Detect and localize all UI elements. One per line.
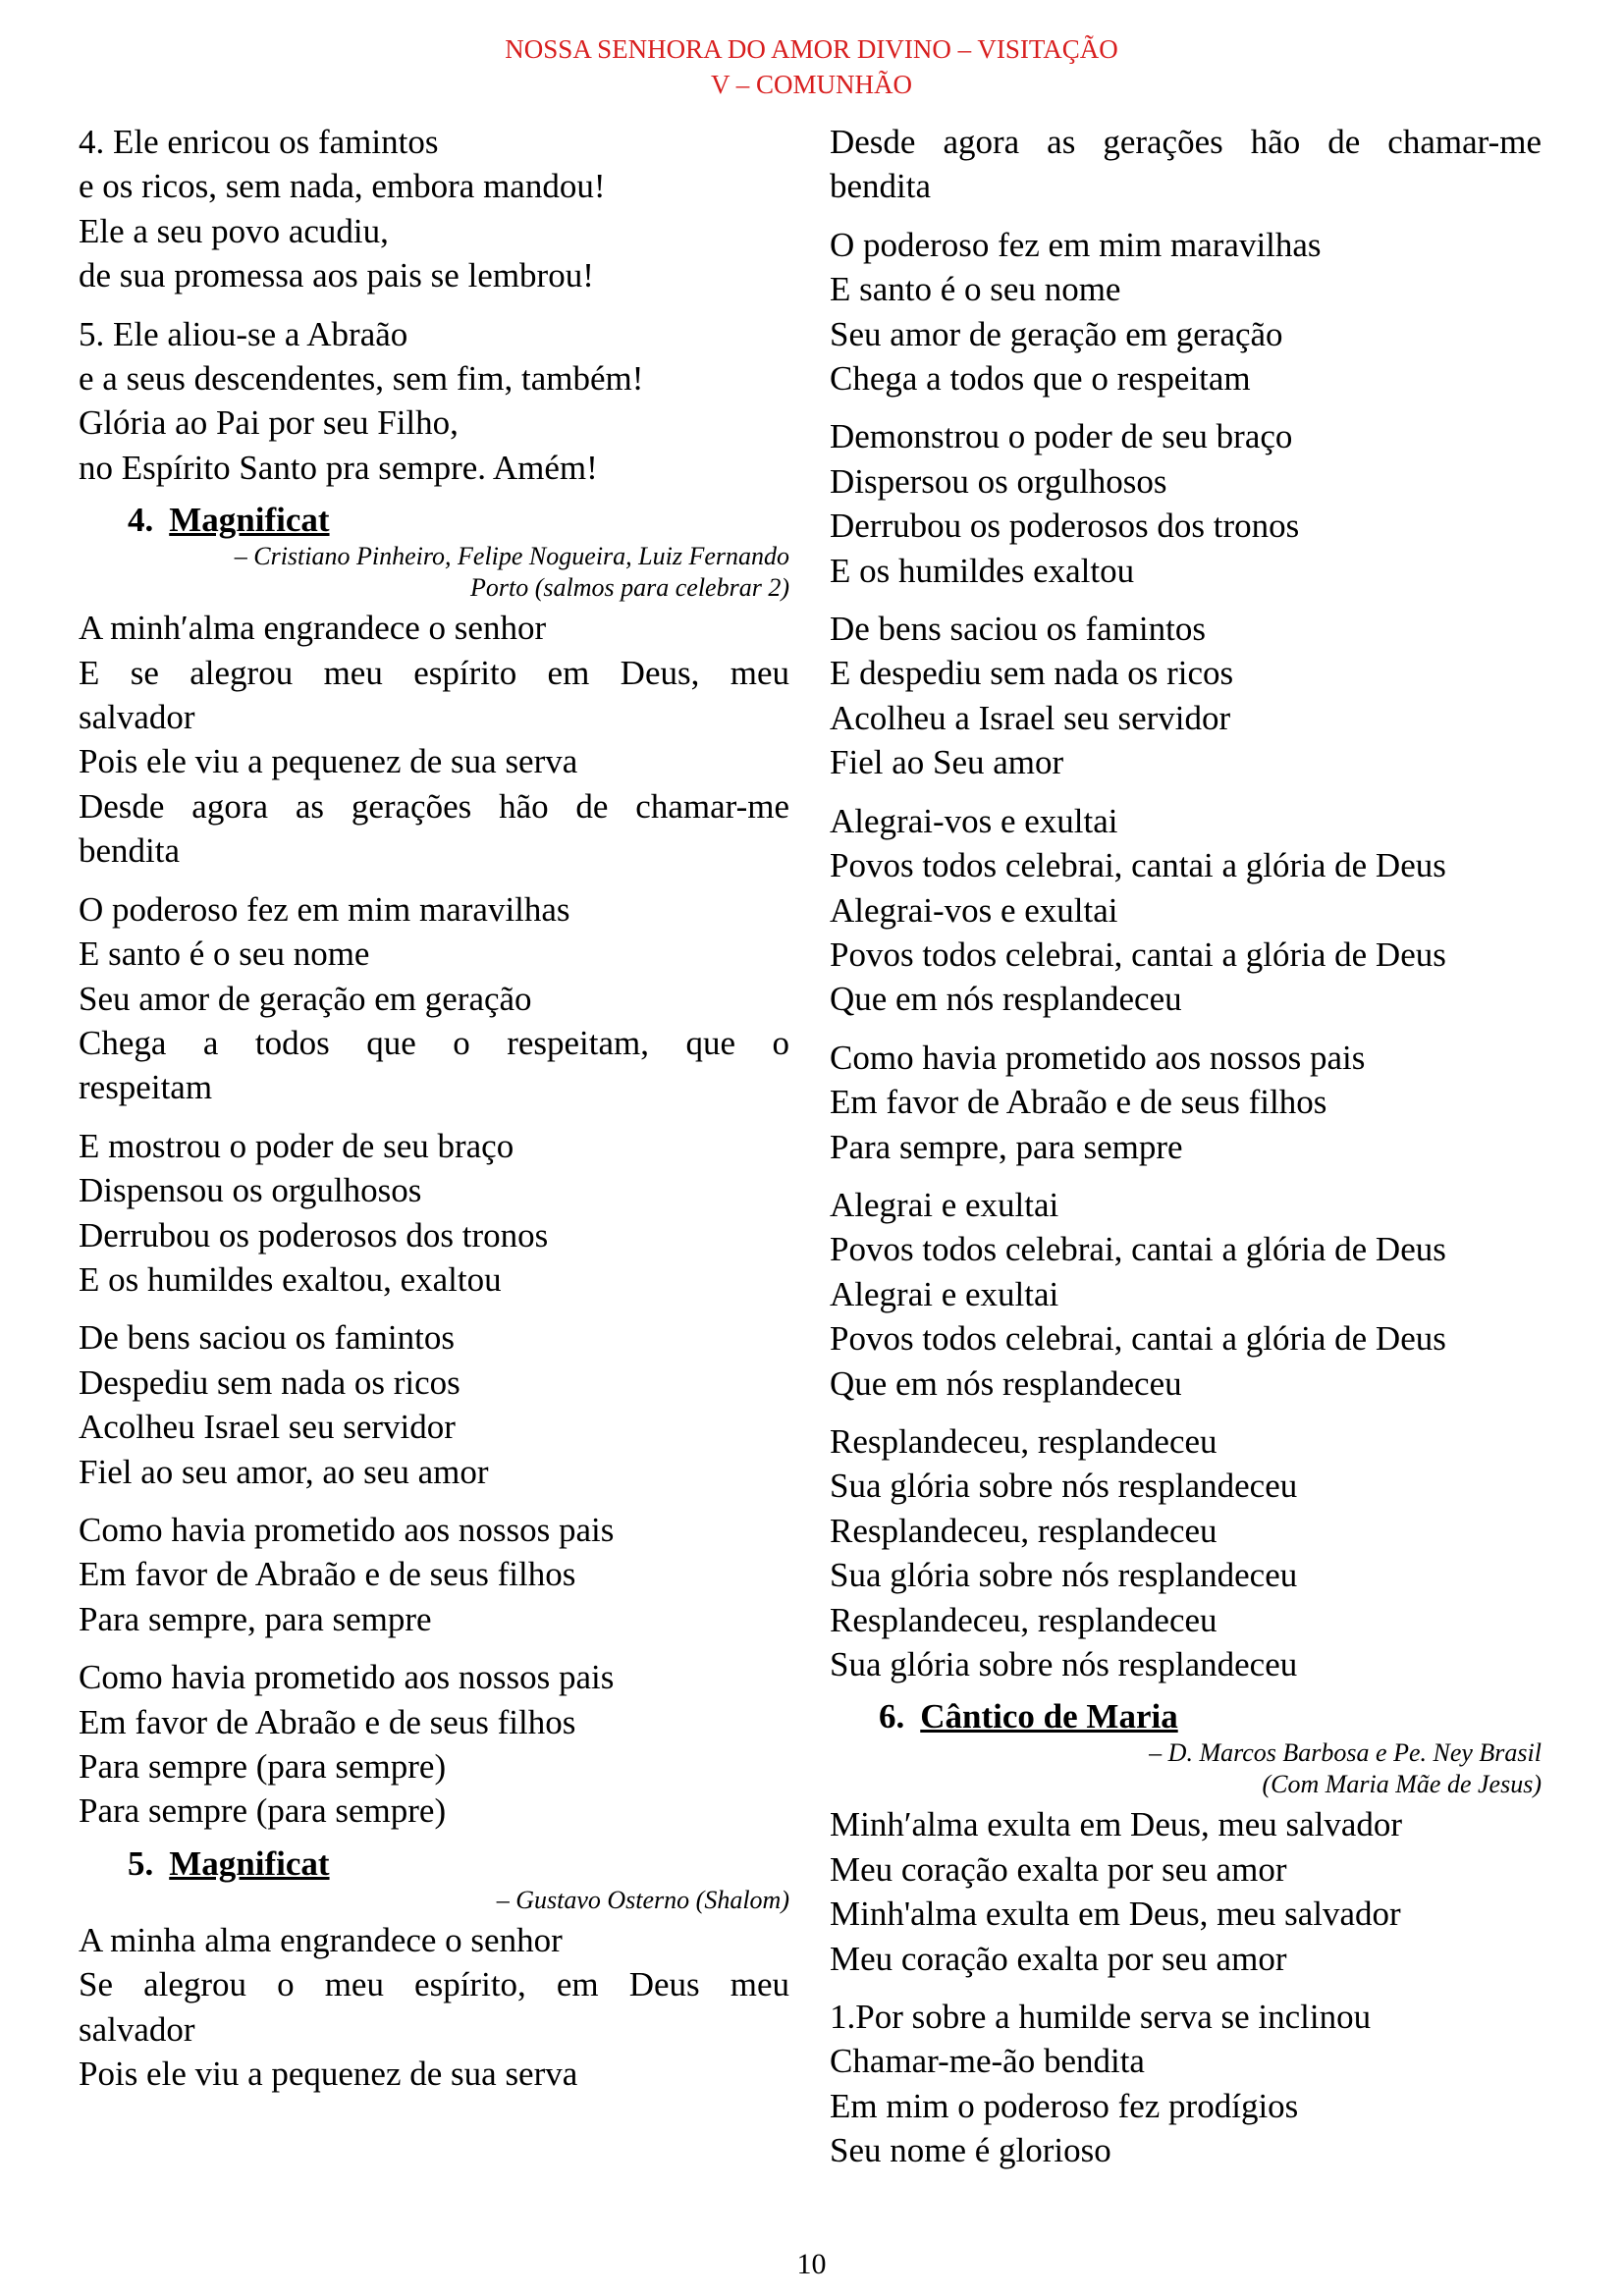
verse-line: Povos todos celebrai, cantai a glória de Deus (830, 1230, 1446, 1269)
verse-line: Alegrai e exultai (830, 1274, 1059, 1313)
verse-line: Seu nome é glorioso (830, 2131, 1111, 2170)
stanza (79, 1918, 789, 2097)
verse-line: Seu amor de geração em geração (79, 979, 532, 1018)
verse-line: Dispensou os orgulhosos (79, 1171, 422, 1210)
verse-line: Em favor de Abraão e de seus filhos (79, 1702, 576, 1741)
verse-line: Minh′alma exulta em Deus, meu salvador (830, 1805, 1403, 1844)
stanza (830, 223, 1542, 401)
verse-line: Fiel ao Seu amor (830, 743, 1064, 782)
verse-line: Glória ao Pai por seu Filho, (79, 403, 459, 443)
verse-line: de sua promessa aos pais se lembrou! (79, 256, 594, 295)
verse-line: no Espírito Santo pra sempre. Amém! (79, 448, 598, 487)
stanza (79, 1315, 789, 1494)
stanza (79, 1508, 789, 1641)
verse-line: Desde agora as gerações hão de chamar-me (830, 123, 1542, 161)
stanza (79, 1124, 789, 1303)
verse-line: A minha alma engrandece o senhor (79, 1920, 563, 1959)
verse-line: Povos todos celebrai, cantai a glória de Deus (830, 934, 1446, 974)
song-credit (79, 541, 789, 604)
stanza (830, 607, 1542, 785)
verse-line: Para sempre, para sempre (79, 1599, 432, 1638)
stanza (79, 606, 789, 873)
verse-line: Em favor de Abraão e de seus filhos (830, 1083, 1327, 1122)
song-credit (830, 1737, 1542, 1800)
verse-line: Resplandeceu, resplandeceu (830, 1511, 1217, 1550)
stanza (830, 1419, 1542, 1686)
verse-line: Em favor de Abraão e de seus filhos (79, 1555, 576, 1594)
verse-line: O poderoso fez em mim maravilhas (79, 889, 570, 929)
verse-line: Pois ele viu a pequenez de sua serva (79, 2055, 578, 2094)
verse-line: Sua glória sobre nós resplandeceu (830, 1645, 1298, 1683)
verse-line: Povos todos celebrai, cantai a glória de Deus (830, 846, 1446, 885)
verse-line: Que em nós resplandeceu (830, 1363, 1182, 1403)
verse-line: Despediu sem nada os ricos (79, 1362, 460, 1402)
verse-line: bendita (79, 831, 181, 871)
verse-line: Acolheu Israel seu servidor (79, 1408, 456, 1447)
verse-line: Desde agora as gerações hão de chamar-me (79, 786, 789, 826)
verse-line: Alegrai e exultai (830, 1185, 1059, 1224)
verse-line: Meu coração exalta por seu amor (830, 1939, 1287, 1978)
stanza (830, 1036, 1542, 1169)
verse-line: A minh′alma engrandece o senhor (79, 609, 547, 648)
verse-line: Dispersou os orgulhosos (830, 461, 1167, 501)
verse-line: respeitam (79, 1068, 213, 1107)
left-column (79, 120, 789, 2109)
verse-line: Acolheu a Israel seu servidor (830, 698, 1231, 737)
stanza (830, 120, 1542, 209)
song-heading (79, 500, 789, 541)
verse-line: E mostrou o poder de seu braço (79, 1126, 514, 1165)
stanza (830, 1995, 1542, 2173)
verse-line: Seu amor de geração em geração (830, 314, 1283, 353)
verse-line: Sua glória sobre nós resplandeceu (830, 1467, 1298, 1506)
verse-line: Chamar-me-ão bendita (830, 2042, 1145, 2081)
credit-line: – Cristiano Pinheiro, Felipe Nogueira, Luiz Fernando (234, 542, 789, 571)
verse-line: Alegrai-vos e exultai (830, 801, 1118, 840)
verse-line: 5. Ele aliou-se a Abraão (79, 314, 408, 353)
stanza (79, 120, 789, 298)
verse-line: Chega a todos que o respeitam, que o (79, 1023, 789, 1062)
verse-line: Para sempre (para sempre) (79, 1791, 447, 1831)
verse-line: Como havia prometido aos nossos pais (79, 1658, 615, 1697)
stanza (830, 1183, 1542, 1406)
verse-line: Fiel ao seu amor, ao seu amor (79, 1452, 489, 1491)
verse-line: Derrubou os poderosos dos tronos (79, 1215, 549, 1255)
song-title: Magnificat (169, 501, 330, 540)
verse-line: De bens saciou os famintos (830, 610, 1206, 649)
song-number: 6. (879, 1697, 905, 1736)
verse-line: bendita (830, 167, 932, 206)
credit-line: (Com Maria Mãe de Jesus) (1262, 1770, 1542, 1799)
verse-line: Ele a seu povo acudiu, (79, 211, 389, 250)
header-subtitle: V – COMUNHÃO (710, 70, 913, 99)
verse-line: E os humildes exaltou (830, 551, 1135, 590)
verse-line: Resplandeceu, resplandeceu (830, 1421, 1217, 1461)
song-credit (79, 1885, 789, 1916)
verse-line: Meu coração exalta por seu amor (830, 1849, 1287, 1889)
verse-line: Resplandeceu, resplandeceu (830, 1600, 1217, 1639)
verse-line: 4. Ele enricou os famintos (79, 123, 439, 161)
verse-line: Como havia prometido aos nossos pais (79, 1510, 615, 1549)
stanza (79, 1655, 789, 1834)
song-number: 4. (128, 501, 154, 540)
verse-line: Sua glória sobre nós resplandeceu (830, 1556, 1298, 1595)
stanza (830, 799, 1542, 1022)
credit-line: – Gustavo Osterno (Shalom) (496, 1885, 789, 1914)
stanza (79, 887, 789, 1110)
credit-line: Porto (salmos para celebrar 2) (470, 573, 789, 603)
verse-line: e a seus descendentes, sem fim, também! (79, 359, 644, 399)
verse-line: Minh'alma exulta em Deus, meu salvador (830, 1895, 1401, 1934)
verse-line: Como havia prometido aos nossos pais (830, 1038, 1366, 1077)
verse-line: e os ricos, sem nada, embora mandou! (79, 167, 606, 206)
song-title: Cântico de Maria (920, 1697, 1178, 1736)
song-heading (830, 1696, 1542, 1737)
document-header (0, 31, 1623, 102)
right-column (830, 120, 1542, 2187)
song-title: Magnificat (169, 1843, 330, 1883)
song-heading (79, 1843, 789, 1885)
verse-line: Pois ele viu a pequenez de sua serva (79, 742, 578, 781)
verse-line: 1.Por sobre a humilde serva se inclinou (830, 1998, 1372, 2037)
stanza (79, 312, 789, 491)
stanza (830, 414, 1542, 593)
credit-line: – D. Marcos Barbosa e Pe. Ney Brasil (1149, 1738, 1542, 1768)
verse-line: Para sempre (para sempre) (79, 1747, 447, 1786)
verse-line: salvador (79, 698, 195, 737)
verse-line: E se alegrou meu espírito em Deus, meu (79, 653, 789, 692)
verse-line: Em mim o poderoso fez prodígios (830, 2086, 1299, 2125)
verse-line: salvador (79, 2009, 195, 2049)
verse-line: Alegrai-vos e exultai (830, 890, 1118, 930)
verse-line: Demonstrou o poder de seu braço (830, 417, 1293, 456)
header-title: NOSSA SENHORA DO AMOR DIVINO – VISITAÇÃO (505, 34, 1118, 64)
song-number: 5. (128, 1843, 154, 1883)
verse-line: Chega a todos que o respeitam (830, 359, 1251, 399)
verse-line: Se alegrou o meu espírito, em Deus meu (79, 1965, 789, 2004)
verse-line: Derrubou os poderosos dos tronos (830, 507, 1300, 546)
verse-line: Povos todos celebrai, cantai a glória de Deus (830, 1319, 1446, 1359)
verse-line: E santo é o seu nome (830, 270, 1121, 309)
verse-line: E santo é o seu nome (79, 934, 370, 974)
stanza (830, 1802, 1542, 1981)
verse-line: E os humildes exaltou, exaltou (79, 1259, 502, 1299)
verse-line: E despediu sem nada os ricos (830, 654, 1234, 693)
verse-line: De bens saciou os famintos (79, 1318, 455, 1358)
verse-line: O poderoso fez em mim maravilhas (830, 225, 1322, 264)
verse-line: Para sempre, para sempre (830, 1127, 1183, 1166)
page-number: 10 (796, 2248, 827, 2280)
verse-line: Que em nós resplandeceu (830, 980, 1182, 1019)
